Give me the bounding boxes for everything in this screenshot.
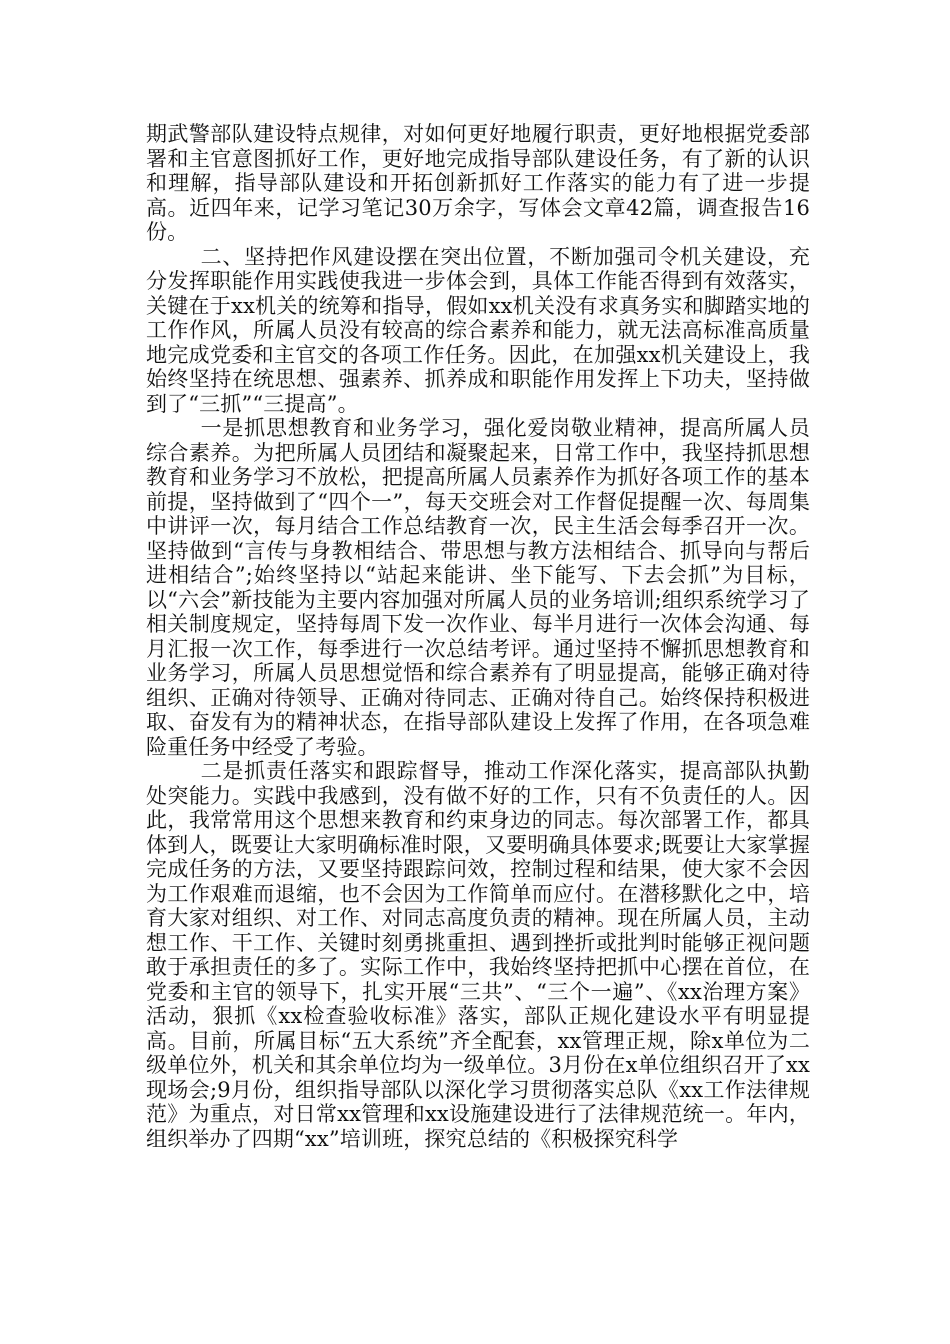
paragraph-point-two: 二是抓责任落实和跟踪督导，推动工作深化落实，提高部队执勤处突能力。实践中我感到，没有做不好的工作，只有不负责任的人。因此，我常常用这个思想来教育和约束身边的同志。每次部署工作，都具体到人，既要让大家明确标准时限，又要明确具体要求;既要让大家掌握完成任务的方法，又要坚持跟踪问效，控制过程和结果，使大家不会因为工作艰难而退缩，也不会因为工作简单而应付。在潜移默化之中，培育大家对组织、对工作、对同志高度负责的精神。现在所属人员，主动想工作、干工作、关键时刻勇挑重担、遇到挫折或批判时能够正视问题敢于承担责任的多了。实际工作中，我始终坚持把抓中心摆在首位，在党委和主官的领导下，扎实开展“三共”、“三个一遍”、《xx治理方案》活动，狠抓《xx检查验收标准》落实，部队正规化建设水平有明显提高。目前，所属目标“五大系统”齐全配套，xx管理正规，除x单位为二级单位外，机关和其余单位均为一级单位。3月份在x单位组织召开了xx现场会;9月份，组织指导部队以深化学习贯彻落实总队《xx工作法律规范》为重点，对日常xx管理和xx设施建设进行了法律规范统一。年内，组织举办了四期“xx”培训班，探究总结的《积极探究科学: [146, 759, 810, 1151]
paragraph-section-two: 二、坚持把作风建设摆在突出位置，不断加强司令机关建设，充分发挥职能作用实践使我进一步体会到，具体工作能否得到有效落实，关键在于xx机关的统筹和指导，假如xx机关没有求真务实和脚踏实地的工作作风，所属人员没有较高的综合素养和能力，就无法高标准高质量地完成党委和主官交的各项工作任务。因此，在加强xx机关建设上，我始终坚持在统思想、强素养、抓养成和职能作用发挥上下功夫，坚持做到了“三抓”“三提高”。: [146, 244, 810, 416]
paragraph-continuation: 期武警部队建设特点规律，对如何更好地履行职责，更好地根据党委部署和主官意图抓好工作，更好地完成指导部队建设任务，有了新的认识和理解，指导部队建设和开拓创新抓好工作落实的能力有了进一步提高。近四年来，记学习笔记30万余字，写体会文章42篇，调查报告16份。: [146, 122, 810, 244]
paragraph-point-one: 一是抓思想教育和业务学习，强化爱岗敬业精神，提高所属人员综合素养。为把所属人员团结和凝聚起来，日常工作中，我坚持抓思想教育和业务学习不放松，把提高所属人员素养作为抓好各项工作的基本前提，坚持做到了“四个一”，每天交班会对工作督促提醒一次、每周集中讲评一次，每月结合工作总结教育一次，民主生活会每季召开一次。坚持做到“言传与身教相结合、带思想与教方法相结合、抓导向与帮后进相结合”;始终坚持以“站起来能讲、坐下能写、下去会抓”为目标，以“六会”新技能为主要内容加强对所属人员的业务培训;组织系统学习了相关制度规定，坚持每周下发一次作业、每半月进行一次体会沟通、每月汇报一次工作，每季进行一次总结考评。通过坚持不懈抓思想教育和业务学习，所属人员思想觉悟和综合素养有了明显提高，能够正确对待组织、正确对待领导、正确对待同志、正确对待自己。始终保持积极进取、奋发有为的精神状态，在指导部队建设上发挥了作用，在各项急难险重任务中经受了考验。: [146, 416, 810, 759]
document-body: [146, 122, 810, 1151]
